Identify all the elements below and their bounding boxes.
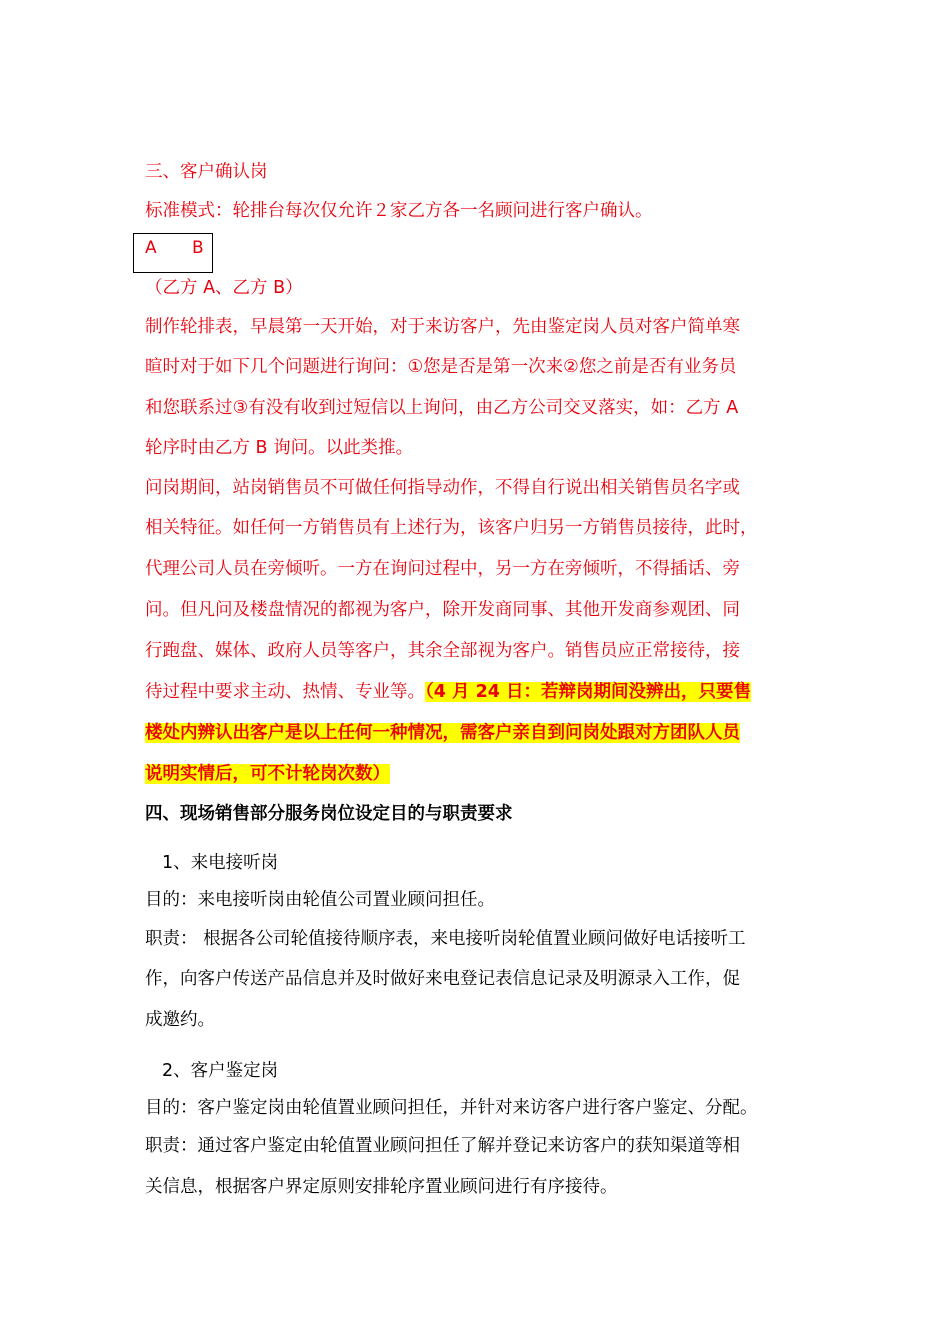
- para1-line: 轮序时由乙方 B 询问。以此类推。: [145, 438, 414, 458]
- highlight-note-start: （4 月 24 日：若辩岗期间没辨出，只要售: [425, 682, 752, 702]
- item2-duty-line: 关信息，根据客户界定原则安排轮序置业顾问进行有序接待。: [145, 1177, 618, 1197]
- para2-line: 问。但凡问及楼盘情况的都视为客户，除开发商同事、其他开发商参观团、同: [145, 600, 740, 620]
- item1-purpose: 目的：来电接听岗由轮值公司置业顾问担任。: [145, 890, 495, 910]
- item1-title: 1、来电接听岗: [162, 853, 279, 873]
- highlight-note-end: 说明实情后，可不计轮岗次数）: [145, 764, 390, 784]
- box-label-b: B: [192, 238, 204, 258]
- highlight-note-mid: 楼处内辨认出客户是以上任何一种情况，需客户亲自到问岗处跟对方团队人员: [145, 723, 740, 743]
- item2-title: 2、客户鉴定岗: [162, 1061, 279, 1081]
- highlight-line: [145, 721, 740, 745]
- para2-line: 相关特征。如任何一方销售员有上述行为，该客户归另一方销售员接待，此时，: [145, 518, 758, 538]
- standard-mode-text: 标准模式：轮排台每次仅允许２家乙方各一名顾问进行客户确认。: [145, 201, 653, 221]
- item1-duty-line: 作，向客户传送产品信息并及时做好来电登记表信息记录及明源录入工作，促: [145, 969, 740, 989]
- para2-line: 问岗期间，站岗销售员不可做任何指导动作，不得自行说出相关销售员名字或: [145, 478, 740, 498]
- para2-last-plain: 待过程中要求主动、热情、专业等。: [145, 682, 425, 702]
- item1-duty-line: 成邀约。: [145, 1010, 215, 1030]
- para2-line: 代理公司人员在旁倾听。一方在询问过程中，另一方在旁倾听，不得插话、旁: [145, 559, 740, 579]
- para2-line: 行跑盘、媒体、政府人员等客户，其余全部视为客户。销售员应正常接待，接: [145, 641, 740, 661]
- item1-duty-line: 职责： 根据各公司轮值接待顺序表，来电接听岗轮值置业顾问做好电话接听工: [145, 929, 746, 949]
- item2-duty-line: 职责：通过客户鉴定由轮值置业顾问担任了解并登记来访客户的获知渠道等相: [145, 1136, 740, 1156]
- para2-last-line: [145, 680, 751, 704]
- parties-text: （乙方 A、乙方 B）: [145, 278, 303, 298]
- highlight-line: [145, 762, 390, 786]
- box-label-a: A: [145, 238, 157, 258]
- section3-heading: 三、客户确认岗: [145, 162, 268, 182]
- item2-purpose: 目的：客户鉴定岗由轮值置业顾问担任，并针对来访客户进行客户鉴定、分配。: [145, 1098, 758, 1118]
- para1-line: 制作轮排表，早晨第一天开始，对于来访客户，先由鉴定岗人员对客户简单寒: [145, 317, 740, 337]
- para1-line: 和您联系过③有没有收到过短信以上询问，由乙方公司交叉落实，如：乙方 A: [145, 398, 739, 418]
- para1-line: 暄时对于如下几个问题进行询问：①您是否是第一次来②您之前是否有业务员: [145, 357, 737, 377]
- section4-heading: 四、现场销售部分服务岗位设定目的与职责要求: [145, 804, 513, 824]
